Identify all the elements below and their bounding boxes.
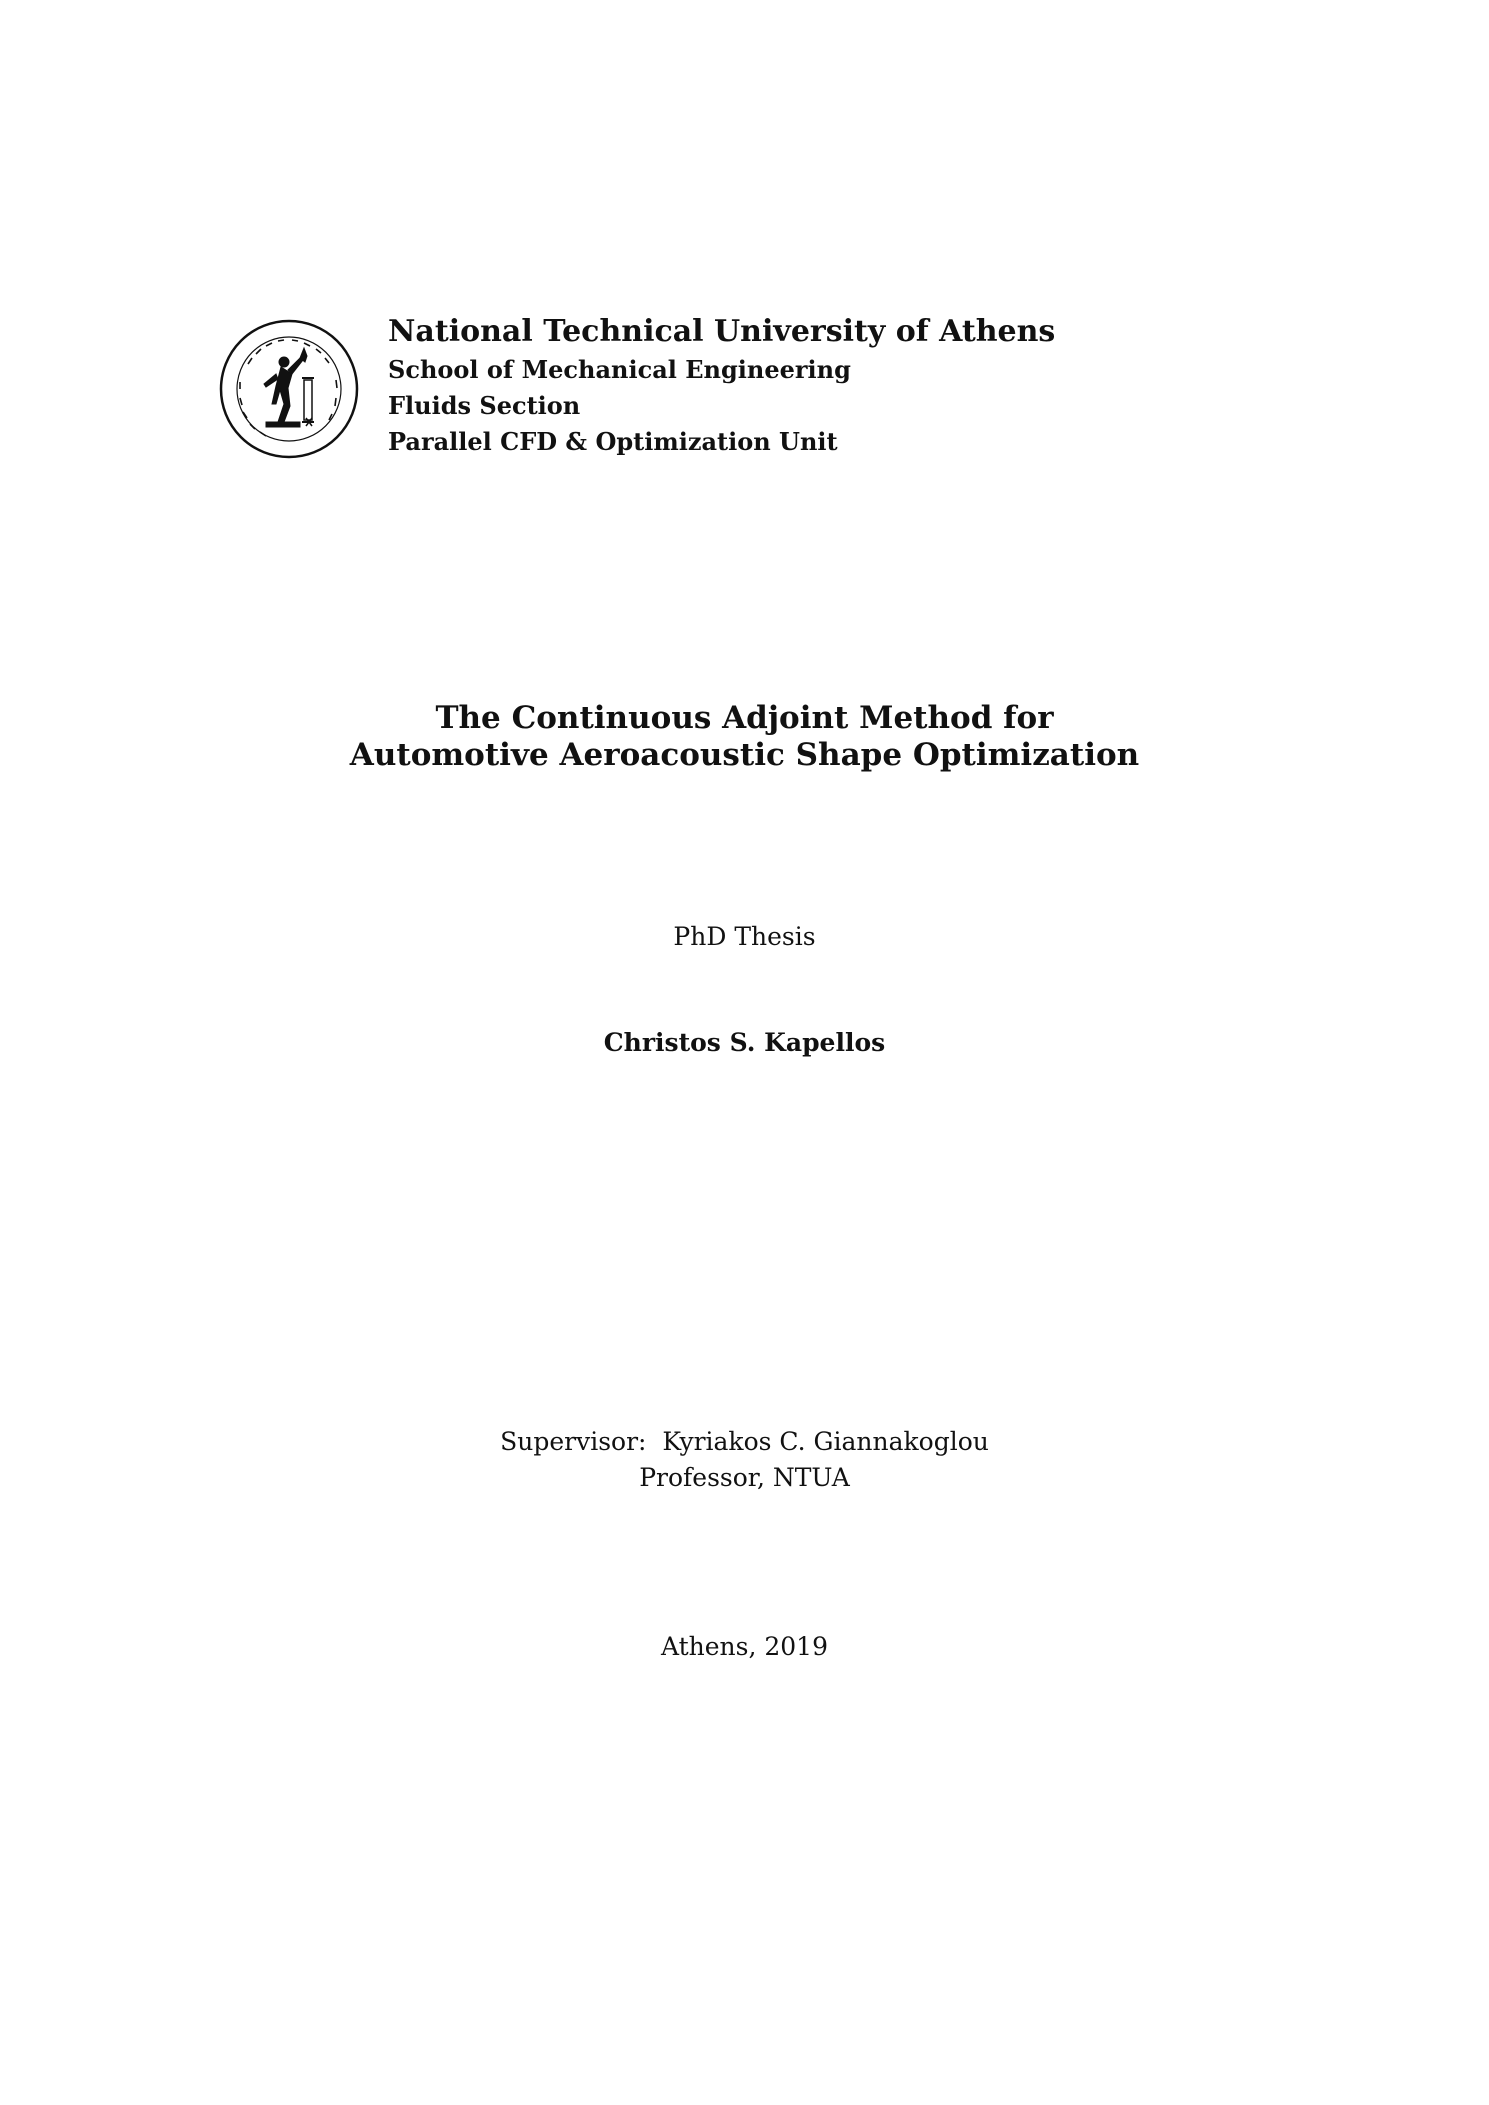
thesis-title-line-1: The Continuous Adjoint Method for (435, 700, 1054, 736)
unit-name: Parallel CFD & Optimization Unit (388, 427, 838, 456)
university-seal-icon (218, 318, 360, 460)
thesis-type: PhD Thesis (673, 922, 816, 951)
supervisor-title: Professor, NTUA (639, 1463, 850, 1492)
section-name: Fluids Section (388, 391, 581, 420)
school-name: School of Mechanical Engineering (388, 355, 851, 384)
university-name: National Technical University of Athens (388, 314, 1056, 349)
institution-header (218, 312, 1118, 462)
institution-text (388, 312, 1188, 460)
supervisor-name: Supervisor: Kyriakos C. Giannakoglou (500, 1427, 989, 1456)
supervisor-block (0, 1424, 1489, 1496)
place-date: Athens, 2019 (660, 1632, 828, 1661)
thesis-title (0, 700, 1489, 774)
thesis-title-line-2: Automotive Aeroacoustic Shape Optimization (349, 737, 1140, 773)
author-name: Christos S. Kapellos (603, 1028, 886, 1057)
